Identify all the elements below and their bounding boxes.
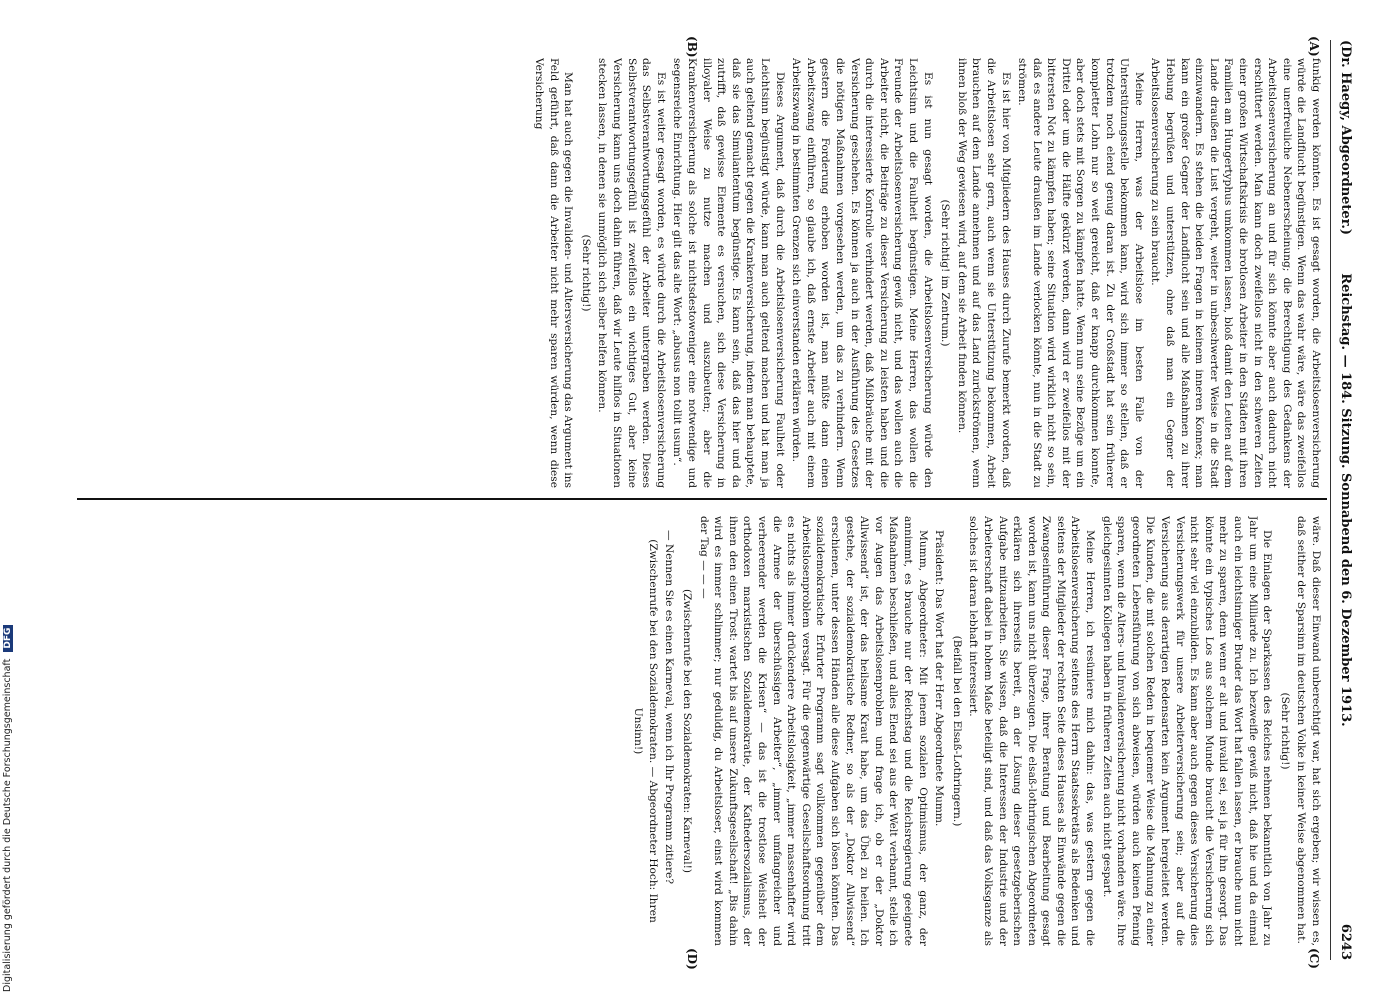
left-column [83, 58, 1323, 488]
interjection: (Zwischenrufe bei den Sozialdemokraten. — Abgeordneter Hoch: Ihren Unsinn!) [632, 539, 659, 923]
interjection: (Sehr richtig! im Zentrum.) [939, 199, 952, 347]
paragraph: — Nennen Sie es einen Karneval, wenn ich Ihr Programm zitiere? [663, 530, 676, 885]
paragraph: Meine Herren, ich resümiere mich dahin: das, was gestern gegen die Arbeitslosenversicherung seitens des Herrn Staatssekretärs als Bedenken und seitens der Mitglieder der rechten Seite dieses Hauses als Einwände gegen die Zwangseinführung dieser Frage, ihrer Beratung und Bearbeitung gesagt worden ist, kann uns nicht überzeugen. Die elsaß-lothringischen Abgeordneten erklären sich ihrerseits bereit, an der Lösung dieser gesetzgeberischen Aufgabe mitzuarbeiten. Sie wissen, daß die Interessen der Industrie und der Arbeiterschaft dabei in hohem Maße beteiligt sind, und daß das Volksganze als solches ist daran lebhaft interessiert. [967, 516, 1097, 946]
right-column [83, 516, 1323, 946]
paragraph: Mumm, Abgeordneter: Mit jenem sozialen Optimismus, der ganz, der annimmt, es brauche nur der Reichstag und die Reichsregierung geeignete Maßnahmen beschließen, und alles Elend sei aus der Welt verbannt, stelle ich vor Augen das Arbeitslosenproblem und frage ich, ob er der „Doktor Allwissend“ ist, der das heilsame Kraut habe, um das Übel zu heilen. Ich gestehe, der sozialdemokratische Redner, so als der „Doktor Allwissend“ erschienen, unter dessen Händen alle diese Aufgaben sich lösen könnten. Das sozialdemokratische Erfurter Programm sagt vollkommen gegenüber dem Arbeitslosenproblem versagt. Für die gegenwärtige Gesellschaftsordnung tritt es nichts als immer drückendere Arbeitslosigkeit, „immer massenhafter wird die Armee der überschüssigen Arbeiter“, „immer umfangreicher und verheerender werden die Krisen“ — das ist die trostlose Weisheit der orthodoxen marxistischen Sozialdemokratie, der Kathedersozialismus, der ihnen den einen Trost: wartet bis auf unsere Zukunftsgesellschaft! „Bis dahin wird es immer schlimmer; nur geduldig, du Arbeitsloser, einst wird kommen der Tag — — — [697, 516, 929, 946]
margin-marker-c: (C) [1307, 948, 1321, 969]
paragraph: Meine Herren, was der Arbeitslose im besten Falle von der Unterstützungsstelle bekommen kann, wird sich immer so stellen, daß er trotzdem noch elend genug daran ist. Zu der Großstadt hat sein früherer kompletter Lohn nur so weit gereicht, daß er knapp durchkommen konnte, aber doch stets mit Sorgen zu kämpfen hatte. Wenn nun seine Bezüge um ein Drittel oder um die Hälfte gekürzt werden, dann wird er zweifellos mit der bittersten Not zu kämpfen haben; seine Situation wird wirklich nicht so sein, daß es andere Leute draußen im Lande verlocken könnte, nun in die Stadt zu strömen. [1016, 58, 1145, 488]
margin-marker-d: (D) [685, 948, 699, 970]
interjection: (Sehr richtig!) [1278, 692, 1291, 770]
page-number: 6243 [1338, 923, 1353, 960]
header-rule [1330, 40, 1331, 960]
page-header [1333, 40, 1353, 960]
column-divider [77, 498, 1327, 500]
header-title: Reichstag. — 184. Sitzung. Sonnabend den 6. Dezember 1913. [1338, 273, 1353, 727]
paragraph: Die Einlagen der Sparkassen des Reiches nehmen bekanntlich von Jahr zu Jahr um eine Milliarde zu. Ich bezweifle gewiß nicht, daß hie und da einmal auch ein leichtsinniger Bruder das Wort hat fallen lassen, er brauche nun nicht mehr zu sparen, denn wenn er alt und invalid sei, sei ja für ihn gesorgt. Das könnte ein typisches Los aus solchem Munde braucht die Versicherung sich nicht sehr viel einzubilden. Es kann aber auch gegen dieses Versicherung dies Versicherungswerk für unsere Arbeiterversicherung sein; aber auf die Versicherung aus derartigen Redensarten kein Argument hergeleitet werden. Die Kunden, die mit solchen Reden in bequemer Weise die Mahnung zu einer geordneten Lebensführung von sich abweisen, würden auch keinen Pfennig sparen, wenn die Alters- und Invalidenversicherung nicht vorhanden wäre. Ihre gleichgesinnten Kollegen haben in früheren Zeiten auch nicht gespart. [1100, 516, 1274, 946]
interjection: (Sehr richtig!) [579, 234, 592, 312]
margin-marker-a: (A) [1307, 36, 1321, 57]
margin-marker-b: (B) [685, 36, 699, 58]
header-speaker: (Dr. Haegy, Abgeordneter.) [1338, 40, 1353, 236]
paragraph: Es ist weiter gesagt worden, es würde durch die Arbeitslosenversicherung das Selbstverantwortungsgefühl der Arbeiter untergraben werden. Dieses Selbstverantwortungsgefühl ist zweifellos ein wichtiges Gut, aber keine Versicherung kann uns doch dahin führen, daß wir Leute hilflos in Situationen stecken lassen, in denen sie unmöglich sich selber helfen können. [596, 58, 667, 488]
paragraph: Präsident: Das Wort hat der Herr Abgeordnete Mumm. [933, 530, 946, 827]
paragraph: wäre. Daß dieser Einwand unberechtigt war, hat sich ergeben; wir wissen es, daß seither der Sparsinn im deutschen Volke in keiner Weise abgenommen hat. [1295, 516, 1322, 946]
credit-text: Digitalisierung gefördert durch die Deutsche Forschungsgemeinschaft [2, 658, 13, 992]
dfg-logo: DFG [3, 625, 13, 652]
paragraph: Dieses Argument, daß durch die Arbeitslosenversicherung Faulheit oder Leichtsinn begünstigt würde, kann man auch geltend machen und hat man ja auch geltend gemacht gegen die Krankenversicherung, indem man behauptete, daß sie das Simulantentum begünstige. Es kann sein, daß das hier und da zutrifft, daß gewisse Elemente es versuchen, sich diese Versicherung in illoyaler Weise zu nutze machen und auszubeuten; aber die Krankenversicherung als solche ist nichtsdestoweniger eine notwendige und segensreiche Einrichtung. Hier gilt das alte Wort: „abusus non tollit usum“. [671, 58, 786, 488]
paragraph: Es ist hier von Mitgliedern des Hauses durch Zurufe bemerkt worden, daß die Arbeitslosen sehr gern, auch wenn sie Unterstützung bekommen, Arbeit brauchen auf dem Lande annehmen und auf das Land zurückströmen, wenn ihnen bloß der Weg gewiesen wird, auf dem sie Arbeit finden können. [955, 58, 1012, 488]
digitization-credit [2, 625, 13, 992]
sidebar-credit [0, 0, 12, 1000]
interjection: (Beifall bei den Elsaß-Lothringern.) [950, 635, 963, 827]
interjection: (Zwischenrufe bei den Sozialdemokraten: Karneval!) [681, 588, 694, 874]
paragraph: funkig werden könnten. Es ist gesagt worden, die Arbeitslosenversicherung würde die Landflucht begünstigen. Wenn das wahr wäre, wäre das zweifellos eine unerfreuliche Nebenerscheinung; die Berechtigung des Gedankens der Arbeitslosenversicherung an und für sich könnte aber auch dadurch nicht erschüttert werden. Man kann doch zweifellos nicht in den schweren Zeiten einer großen Wirtschaftskrisis die brotlosen Arbeiter in den Städten mit ihren Familien am Hungertyphus umkommen lassen, bloß damit den Leuten auf dem Lande draußen die Lust vergeht, weiter in unbeschwerter Weise in die Stadt einzuwandern. Es stehen die beiden Fragen in keinem inneren Konnex; man kann ein großer Gegner der Landflucht sein und alle Maßnahmen zu ihrer Hebung begrüßen und unterstützen, ohne daß man ein Gegner der Arbeitslosenversicherung zu sein braucht. [1149, 58, 1322, 488]
paragraph: Es ist nun gesagt worden, die Arbeitslosenversicherung würde den Leichtsinn und die Faulheit begünstigen. Meine Herren, das wollen die Freunde der Arbeitslosenversicherung gewiß nicht, und das wollen auch die Arbeiter nicht, die Beiträge zu dieser Versicherung zu leisten haben und die durch die interessierte Kontrolle verhindert werden, daß Mißbräuche mit der Versicherung geschehen. Es können ja auch in der Ausführung des Gesetzes die nötigen Maßnahmen vorgesehen werden, um das zu verhindern. Wenn gestern die Forderung erhoben worden ist, man müßte dann einen Arbeitszwang einführen, so glaube ich, daß ernste Arbeiter auch mit einem Arbeitszwang in bestimmten Grenzen sich einverstanden erklären würden. [790, 58, 934, 488]
paragraph: Man hat auch gegen die Invaliden- und Altersversicherung das Argument ins Feld geführt, daß dann die Arbeiter nicht mehr sparen würden, wenn diese Versicherung [533, 58, 575, 488]
